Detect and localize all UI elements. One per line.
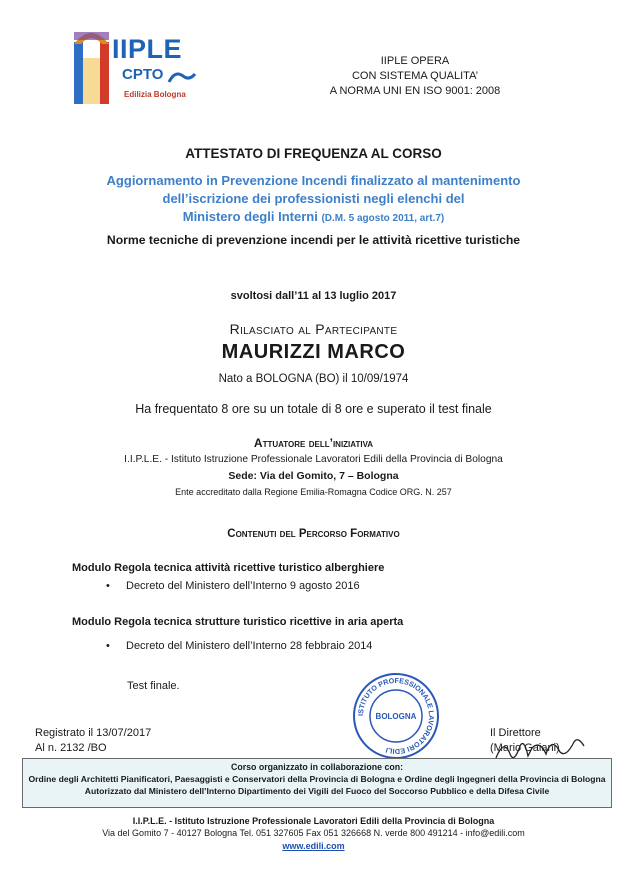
- module-item-text: Decreto del Ministero dell’Interno 28 febbraio 2014: [126, 640, 373, 652]
- bullet-icon: •: [106, 640, 110, 652]
- module-title: Modulo Regola tecnica attività ricettive turistico alberghiere: [72, 562, 385, 574]
- quality-line-2: CON SISTEMA QUALITA’: [351, 70, 479, 82]
- module-item: [106, 640, 372, 652]
- course-line-3: Ministero degli Interni: [182, 209, 318, 224]
- module-item-text: Decreto del Ministero dell’Interno 9 agosto 2016: [126, 580, 360, 592]
- footer-institute: I.I.P.L.E. - Istituto Istruzione Professionale Lavoratori Edili della Provincia di Bologna: [132, 816, 495, 826]
- course-dates: svoltosi dall’11 al 13 luglio 2017: [230, 290, 397, 302]
- certificate-title: ATTESTATO DI FREQUENZA AL CORSO: [185, 146, 442, 161]
- provider-name: I.I.P.L.E. - Istituto Istruzione Professionale Lavoratori Edili della Provincia di Bologna: [124, 454, 503, 465]
- contents-label: Contenuti del Percorso Formativo: [227, 528, 400, 540]
- wave-icon: [167, 68, 197, 86]
- logo-sub: CPTO: [122, 66, 164, 83]
- attendance-text: Ha frequentato 8 ore su un totale di 8 ore e superato il test finale: [135, 402, 492, 416]
- registration-date: Registrato il 13/07/2017: [35, 727, 152, 739]
- footer-website-link[interactable]: www.edili.com: [282, 841, 345, 851]
- director-name: (Mario Gaiani): [490, 742, 560, 754]
- participant-name: MAURIZZI MARCO: [221, 341, 406, 363]
- director-label: Il Direttore: [490, 727, 541, 739]
- final-test: Test finale.: [127, 680, 180, 692]
- logo-name: IIPLE: [112, 34, 183, 64]
- module-item: [106, 580, 360, 592]
- course-subtitle: Norme tecniche di prevenzione incendi per le attività ricettive turistiche: [106, 233, 521, 247]
- iiple-logo: [72, 28, 222, 108]
- participant-birth: Nato a BOLOGNA (BO) il 10/09/1974: [218, 373, 409, 385]
- collaboration-line-2: Autorizzato dal Ministero dell’Interno Dipartimento dei Vigili del Fuoco del Soccorso Pubblico e della Difesa Civile: [84, 786, 550, 796]
- quality-note: [290, 54, 540, 99]
- provider-label: Attuatore dell’iniziativa: [253, 436, 374, 450]
- collaboration-line-1: Ordine degli Architetti Pianificatori, Paesaggisti e Conservatori della Provincia di Bologna e Ordine degli Ingegneri della Provincia di Bologna: [28, 774, 606, 784]
- course-title: [0, 172, 627, 228]
- registration: [35, 726, 151, 756]
- stamp-center-text: BOLOGNA: [375, 712, 417, 721]
- quality-line-1: IIPLE OPERA: [380, 55, 450, 67]
- course-reference: (D.M. 5 agosto 2011, art.7): [321, 213, 445, 224]
- collaboration-box: [22, 758, 612, 808]
- stamp-ring-text: ISTITUTO PROFESSIONALE LAVORATORI EDILI: [355, 675, 437, 757]
- module-title: Modulo Regola tecnica strutture turistico ricettive in aria aperta: [72, 616, 404, 628]
- bullet-icon: •: [106, 580, 110, 592]
- official-stamp-icon: [352, 672, 440, 760]
- registration-number: Al n. 2132 /BO: [35, 742, 107, 754]
- footer-contacts: Via del Gomito 7 - 40127 Bologna Tel. 051 327605 Fax 051 326668 N. verde 800 491214 - info@edili.com: [102, 828, 525, 838]
- course-line-2: dell’iscrizione dei professionisti negli elenchi del: [162, 191, 465, 206]
- course-line-1: Aggiornamento in Prevenzione Incendi finalizzato al mantenimento: [106, 173, 521, 188]
- provider-accreditation: Ente accreditato dalla Regione Emilia-Romagna Codice ORG. N. 257: [175, 487, 452, 497]
- collaboration-title: Corso organizzato in collaborazione con:: [230, 762, 404, 772]
- quality-line-3: A NORMA UNI EN ISO 9001: 2008: [329, 85, 501, 97]
- provider-seat: Sede: Via del Gomito, 7 – Bologna: [228, 470, 399, 482]
- arch-icon: [72, 28, 114, 108]
- logo-tagline: Edilizia Bologna: [124, 90, 186, 99]
- participant-label: Rilasciato al Partecipante: [229, 321, 398, 337]
